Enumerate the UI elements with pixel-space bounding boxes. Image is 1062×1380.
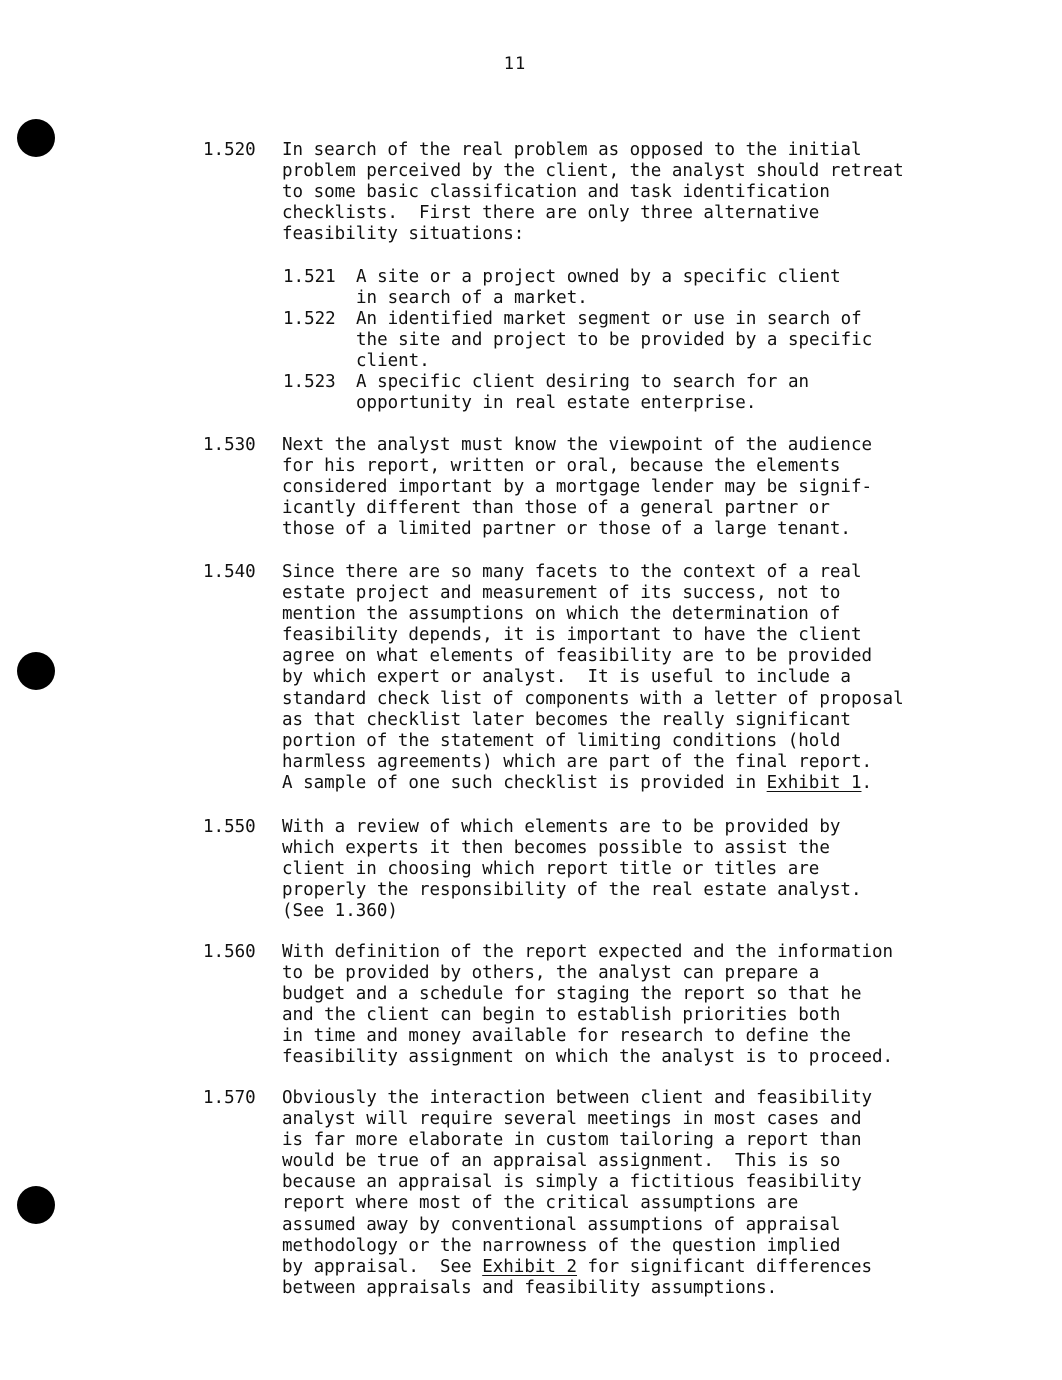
section-number: 1.560 [203, 942, 256, 962]
section-number: 1.570 [203, 1088, 256, 1108]
exhibit-2-link: Exhibit 2 [482, 1256, 578, 1277]
page-number: 11 [503, 54, 527, 74]
subsection-number: 1.523 [283, 372, 336, 392]
section-number: 1.530 [203, 435, 256, 455]
subsection-number: 1.522 [283, 309, 336, 329]
section-text: With a review of which elements are to be provided by which experts it then becomes possible to assist the client in choosing which report title or titles are properly the responsibility of the real estate analyst. (See 1.360) [282, 817, 862, 922]
punch-hole-top [17, 119, 55, 157]
punch-hole-middle [17, 652, 55, 690]
subsection-number: 1.521 [283, 267, 336, 287]
exhibit-1-link: Exhibit 1 [766, 772, 862, 793]
subsection-text: A specific client desiring to search for an opportunity in real estate enterprise. [356, 372, 810, 414]
subsection-text: An identified market segment or use in search of the site and project to be provided by a specific client. [356, 309, 873, 372]
section-text: In search of the real problem as opposed to the initial problem perceived by the client, the analyst should retreat to some basic classification and task identification checklists. First there are only three alternative feasibility situations: [282, 140, 904, 245]
section-text: Since there are so many facets to the context of a real estate project and measurement of its success, not to mention the assumptions on which the determination of feasibility depends, it is important to have the client agree on what elements of feasibility are to be provided by which expert or analyst. It is useful to include a standard check list of components with a letter of proposal as that checklist later becomes the really significant portion of the statement of limiting conditions (hold harmless agreements) which are part of the final report. A sample of one such checklist is provided in Exhibit 1. [282, 562, 904, 793]
section-text: Obviously the interaction between client and feasibility analyst will require several meetings in most cases and is far more elaborate in custom tailoring a report than would be true of an appraisal assignment. This is so because an appraisal is simply a fictitious feasibility report where most of the critical assumptions are assumed away by conventional assumptions of appraisal methodology or the narrowness of the question implied by appraisal. See Exhibit 2 for significant differences between appraisals and feasibility assumptions. [282, 1088, 873, 1298]
section-number: 1.520 [203, 140, 256, 160]
subsection-text: A site or a project owned by a specific client in search of a market. [356, 267, 841, 309]
section-number: 1.550 [203, 817, 256, 837]
section-number: 1.540 [203, 562, 256, 582]
section-text: With definition of the report expected and the information to be provided by others, the analyst can prepare a budget and a schedule for staging the report so that he and the client can begin to establish priorities both in time and money available for research to define the feasibility assignment on which the analyst is to proceed. [282, 942, 894, 1068]
punch-hole-bottom [17, 1186, 55, 1224]
section-text: Next the analyst must know the viewpoint of the audience for his report, written or oral, because the elements considered important by a mortgage lender may be signif- icantly different than those of a general partner or those of a limited partner or those of a large tenant. [282, 435, 873, 540]
